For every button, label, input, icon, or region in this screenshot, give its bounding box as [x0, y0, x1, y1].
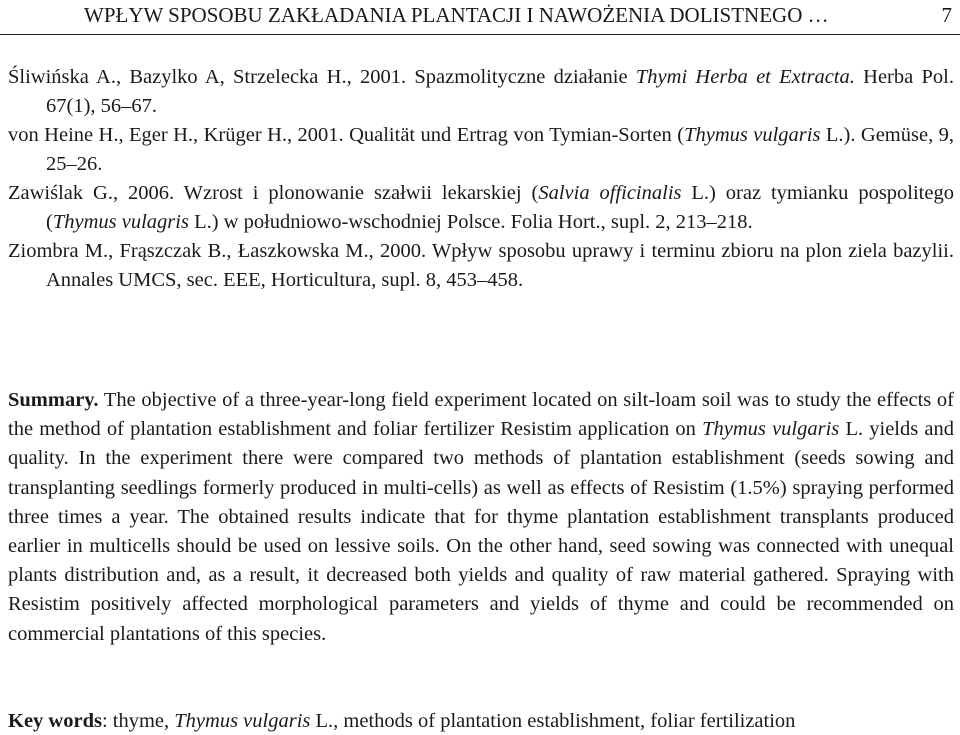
reference-text: Śliwińska A., Bazylko A, Strzelecka H., 2001. Spazmolityczne działanie — [8, 66, 636, 88]
reference-italic: Thymus vulagris — [52, 211, 189, 233]
reference-text: von Heine H., Eger H., Krüger H., 2001. Qualität und Ertrag von Tymian-Sorten ( — [8, 124, 685, 146]
reference-text: Herba Pol. 67(1), 56–67. — [46, 66, 954, 117]
reference-item — [8, 121, 954, 179]
reference-item — [8, 179, 954, 237]
summary-species: Thymus vulgaris — [702, 418, 840, 441]
reference-list — [8, 63, 954, 295]
summary-text: L. yields and quality. In the experiment there were compared two methods of plantation establishment (seeds sowing and transplanting seedlings formerly produced in multi-cells) as well as effects of Resistim (1.5%) spraying performed three times a year. The obtained results indicate that for thyme plantation establishment transplants produced earlier in multicells should be used on lessive soils. On the other hand, seed sowing was connected with unequal plants distribution and, as a result, it decreased both yields and quality of raw material gathered. Spraying with Resistim positively affected morphological parameters and yields of thyme and could be recommended on commercial plantations of this species. — [8, 418, 954, 645]
keywords-species: Thymus vulgaris — [174, 710, 311, 732]
running-header — [0, 0, 960, 35]
reference-item — [8, 237, 954, 295]
keywords-text: L., methods of plantation establishment, foliar fertilization — [310, 710, 796, 732]
keywords-label: Key words — [8, 710, 102, 732]
reference-text: Ziombra M., Frąszczak B., Łaszkowska M., 2000. Wpływ sposobu uprawy i terminu zbioru na plon ziela bazylii. Annales UMCS, sec. EEE, Horticultura, supl. 8, 453–458. — [8, 240, 954, 291]
keywords-line — [8, 708, 954, 734]
summary-paragraph — [8, 386, 954, 649]
running-title: WPŁYW SPOSOBU ZAKŁADANIA PLANTACJI I NAWOŻENIA DOLISTNEGO … — [84, 3, 829, 27]
keywords-text: : thyme, — [101, 710, 175, 732]
reference-italic: Salvia officinalis — [538, 182, 682, 204]
summary-text: The objective of a three-year-long field experiment located on silt-loam soil was to study the effects of the method of plantation establishment and foliar fertilizer Resistim application on — [8, 389, 954, 441]
summary-label: Summary. — [8, 389, 99, 411]
reference-text: L.). Gemüse, 9, 25–26. — [46, 124, 954, 175]
reference-italic: Thymi Herba et Extracta. — [635, 66, 855, 88]
reference-italic: Thymus vulgaris — [684, 124, 821, 146]
reference-text: L.) oraz tymianku pospolitego ( — [46, 182, 954, 233]
page-number: 7 — [941, 3, 952, 27]
reference-item — [8, 63, 954, 121]
reference-text: L.) w południowo-wschodniej Polsce. Folia Hort., supl. 2, 213–218. — [188, 211, 753, 233]
reference-text: Zawiślak G., 2006. Wzrost i plonowanie szałwii lekarskiej ( — [8, 182, 539, 204]
